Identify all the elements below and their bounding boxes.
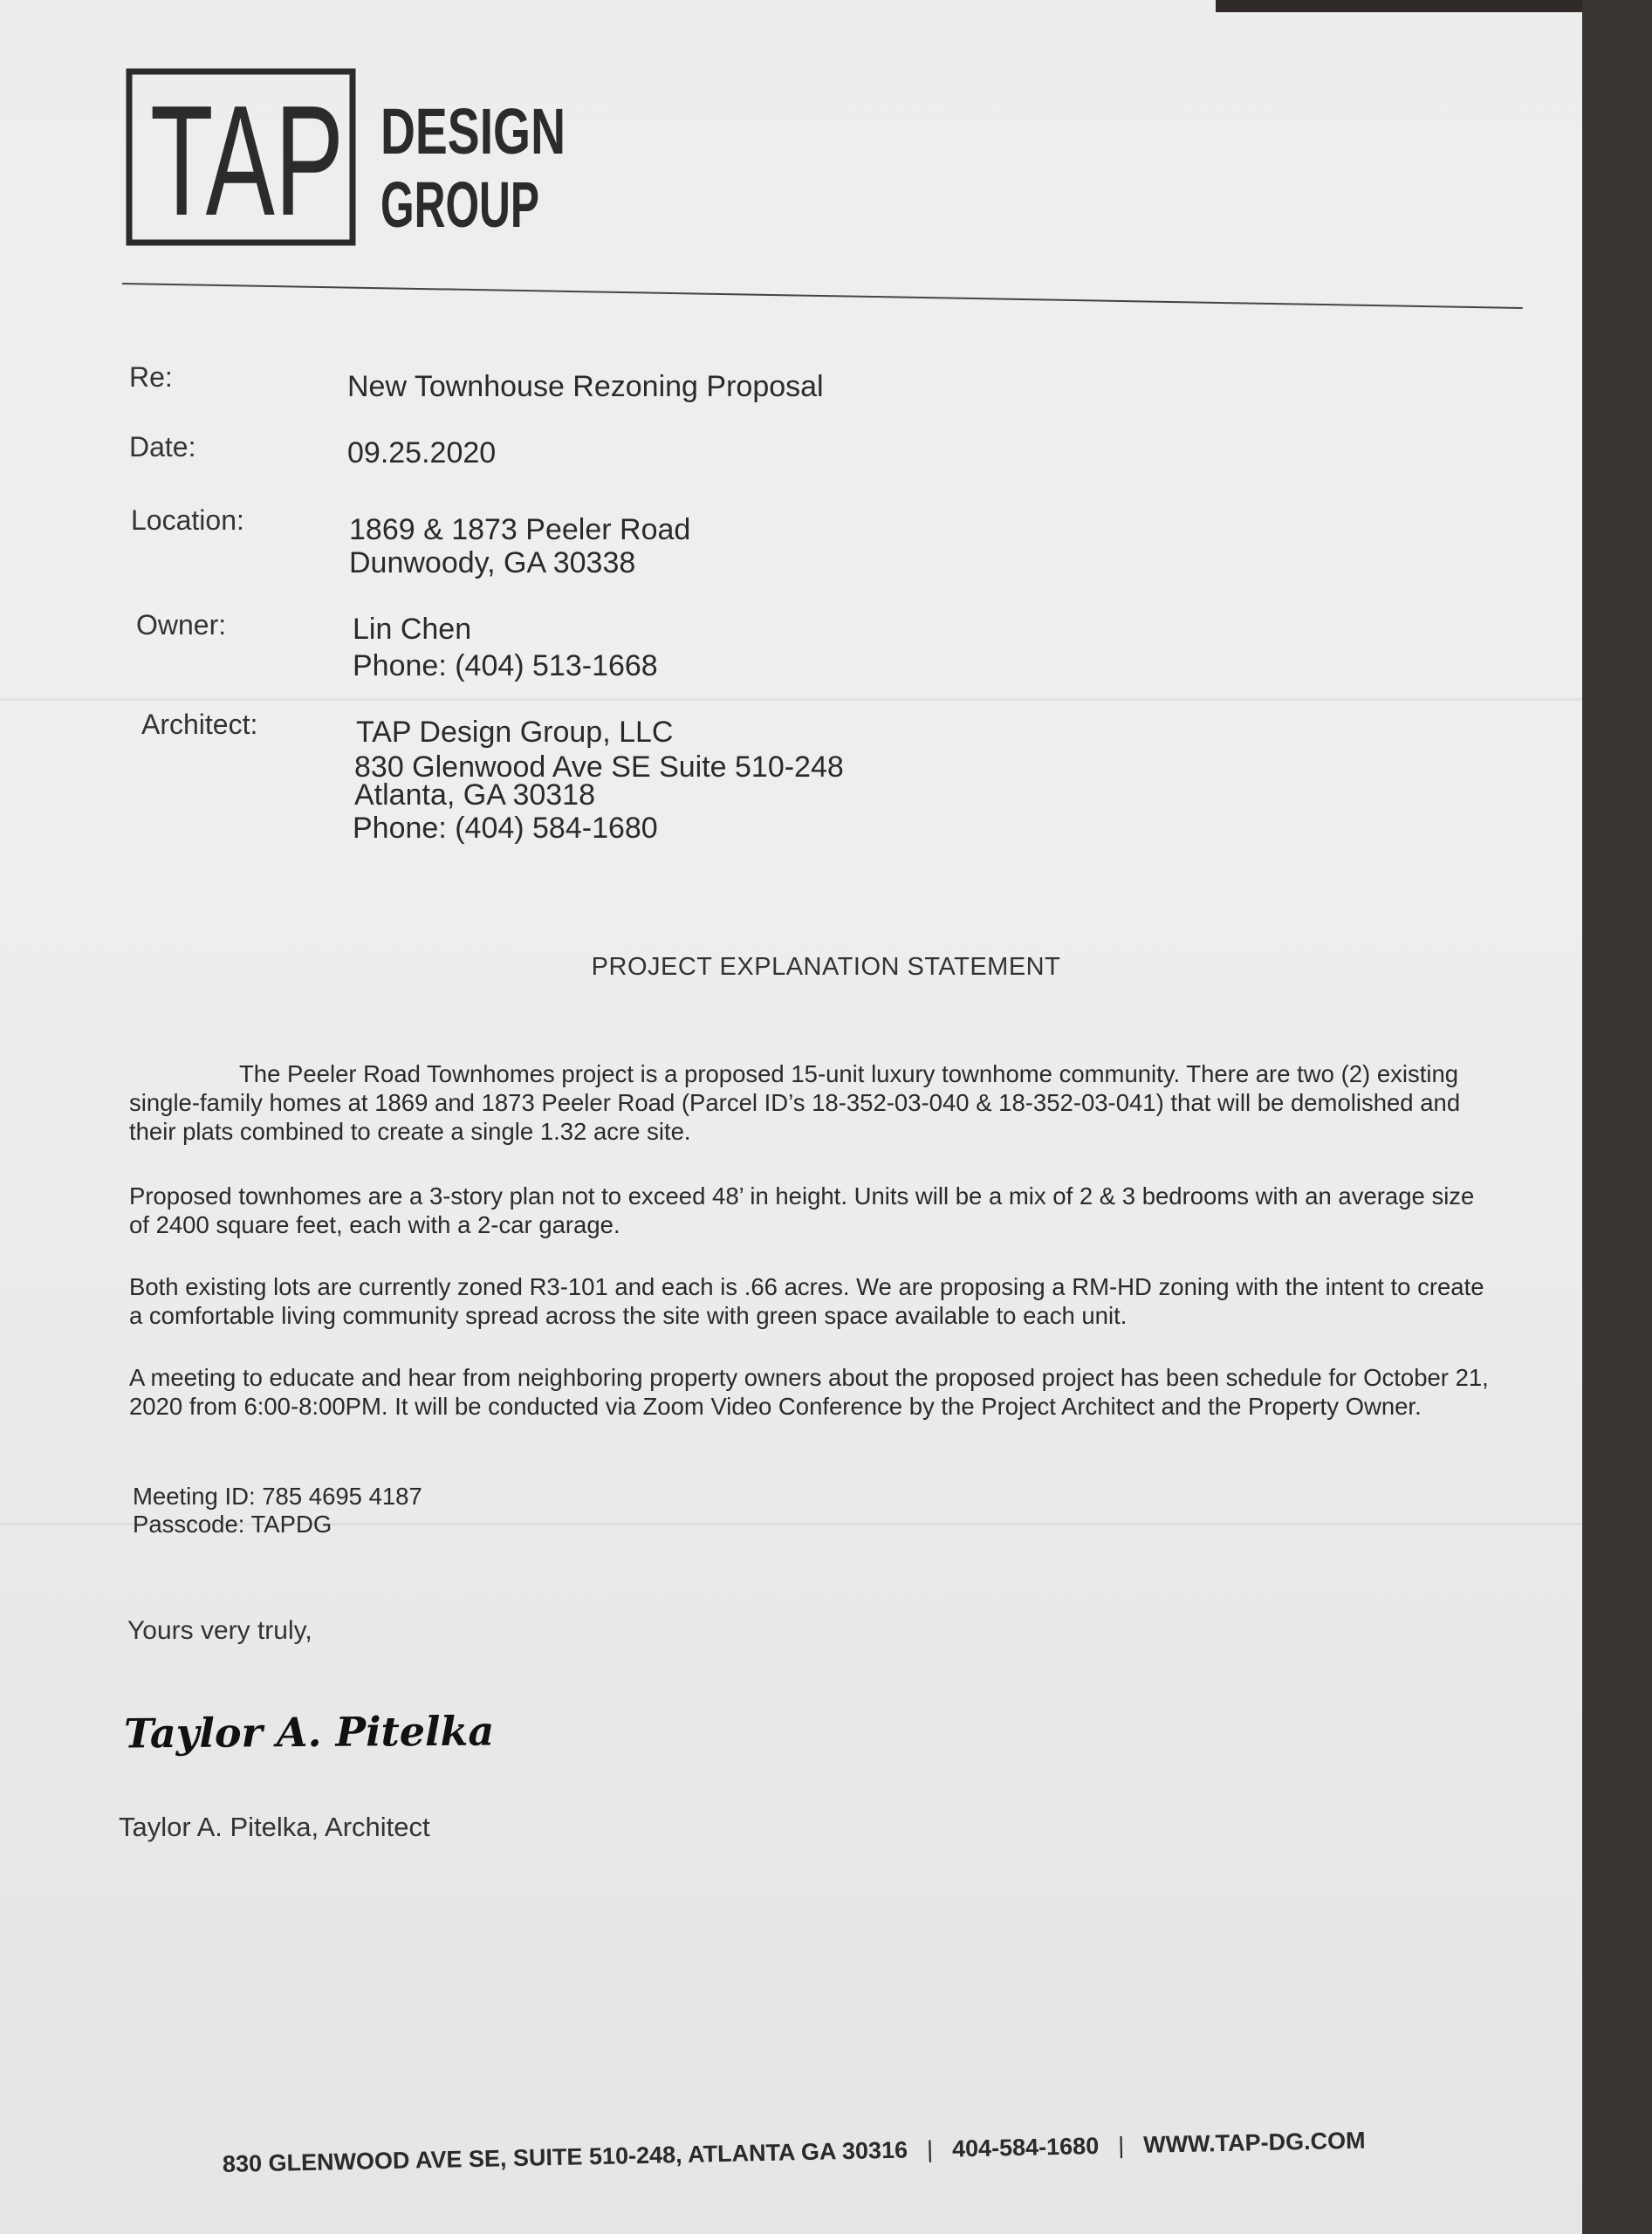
tap-design-group-logo <box>126 51 579 251</box>
signature: Taylor A. Pitelka <box>123 1707 495 1758</box>
location-line2: Dunwoody, GA 30338 <box>349 546 636 579</box>
logo-mark: TAP <box>150 73 344 249</box>
footer-website: WWW.TAP-DG.COM <box>1142 2127 1366 2158</box>
logo-line2: GROUP <box>380 168 539 241</box>
closing-line: Yours very truly, <box>127 1616 312 1645</box>
meeting-id: Meeting ID: 785 4695 4187 <box>133 1483 422 1510</box>
paper-fold <box>0 698 1582 701</box>
architect-line1: TAP Design Group, LLC <box>356 716 674 749</box>
paragraph-2: Proposed townhomes are a 3-story plan not to exceed 48’ in height. Units will be a mix of 2 & 3 bedrooms with an average size of 2400 square feet, each with a 2-car garage. <box>129 1182 1475 1238</box>
footer-separator: | <box>1117 2132 1125 2159</box>
paragraph-1: The Peeler Road Townhomes project is a proposed 15-unit luxury townhome community. There are two (2) existing single-family homes at 1869 and 1873 Peeler Road (Parcel ID’s 18-352-03-040 & 18-352-03-041) that will be demolished and their plats combined to create a single 1.32 acre site. <box>129 1060 1461 1145</box>
re-value: New Townhouse Rezoning Proposal <box>347 370 824 403</box>
architect-phone: Phone: (404) 584-1680 <box>353 812 658 845</box>
re-label: Re: <box>129 361 173 393</box>
owner-name: Lin Chen <box>353 613 472 646</box>
owner-label: Owner: <box>136 609 227 641</box>
date-label: Date: <box>129 431 196 463</box>
paragraph-4: A meeting to educate and hear from neighboring property owners about the proposed project has been schedule for October 21, 2020 from 6:00-8:00PM. It will be conducted via Zoom Video Conference by the Project Architect and the Property Owner. <box>129 1364 1489 1420</box>
logo-line1: DESIGN <box>380 95 566 168</box>
architect-line3: Atlanta, GA 30318 <box>354 778 595 812</box>
background-edge <box>1216 0 1582 12</box>
signer-name: Taylor A. Pitelka, Architect <box>119 1812 430 1842</box>
location-line1: 1869 & 1873 Peeler Road <box>349 513 691 546</box>
location-label: Location: <box>131 504 244 536</box>
meeting-passcode: Passcode: TAPDG <box>133 1511 332 1538</box>
footer-address: 830 GLENWOOD AVE SE, SUITE 510-248, ATLANTA GA 30316 <box>222 2136 908 2177</box>
architect-label: Architect: <box>141 709 258 740</box>
date-value: 09.25.2020 <box>347 436 497 469</box>
paragraph-3: Both existing lots are currently zoned R3-101 and each is .66 acres. We are proposing a RM-HD zoning with the intent to create a comfortable living community spread across the site with green space available to each unit. <box>129 1273 1484 1329</box>
architect-line2: 830 Glenwood Ave SE Suite 510-248 <box>354 750 844 784</box>
footer <box>223 2128 1366 2178</box>
statement-heading: PROJECT EXPLANATION STATEMENT <box>591 953 1061 981</box>
footer-separator: | <box>926 2135 934 2163</box>
footer-phone: 404-584-1680 <box>951 2132 1100 2162</box>
header-rule <box>122 283 1523 309</box>
owner-phone: Phone: (404) 513-1668 <box>353 649 658 682</box>
